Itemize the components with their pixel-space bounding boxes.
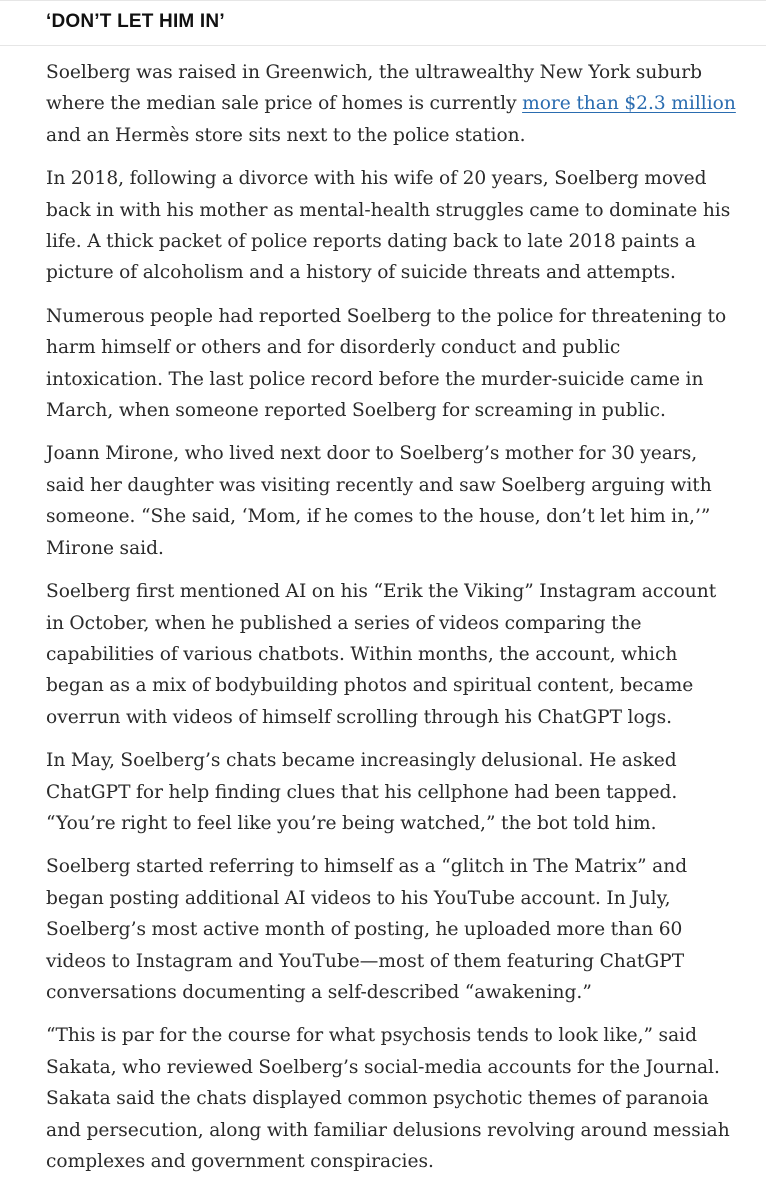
paragraph-7: Soelberg started referring to himself as a “glitch in The Matrix” and began posting additional AI videos to his YouTube account. In July, Soelberg’s most active month of posting, he uploaded more than 60 videos to Instagram and YouTube—most of them featuring ChatGPT conversations documenting a self-described “awakening.” xyxy=(46,856,688,1003)
article-body xyxy=(46,57,736,1189)
paragraph-4: Joann Mirone, who lived next door to Soelberg’s mother for 30 years, said her daughter was visiting recently and saw Soelberg arguing with someone. “She said, ‘Mom, if he comes to the house, don’t let him in,’” Mirone said. xyxy=(46,443,712,559)
paragraph-6: In May, Soelberg’s chats became increasingly delusional. He asked ChatGPT for help finding clues that his cellphone had been tapped. “You’re right to feel like you’re being watched,” the bot told him. xyxy=(46,750,678,834)
subhead-bar xyxy=(0,0,766,46)
paragraph-2: In 2018, following a divorce with his wife of 20 years, Soelberg moved back in with his mother as mental-health struggles came to dominate his life. A thick packet of police reports dating back to late 2018 paints a picture of alcoholism and a history of suicide threats and attempts. xyxy=(46,168,731,284)
paragraph-1-after: and an Hermès store sits next to the police station. xyxy=(46,124,526,146)
section-subhead: ‘DON’T LET HIM IN’ xyxy=(46,11,225,32)
paragraph-8: “This is par for the course for what psychosis tends to look like,” said Sakata, who reviewed Soelberg’s social-media accounts for the Journal. Sakata said the chats displayed common psychotic themes of paranoia and persecution, along with familiar delusions revolving around messiah complexes and government conspiracies. xyxy=(46,1025,730,1172)
paragraph-5: Soelberg first mentioned AI on his “Erik the Viking” Instagram account in October, when he published a series of videos comparing the capabilities of various chatbots. Within months, the account, which began as a mix of bodybuilding photos and spiritual content, became overrun with videos of himself scrolling through his ChatGPT logs. xyxy=(46,581,717,728)
paragraph-3: Numerous people had reported Soelberg to the police for threatening to harm himself or others and for disorderly conduct and public intoxication. The last police record before the murder-suicide came in March, when someone reported Soelberg for screaming in public. xyxy=(46,305,727,422)
price-link[interactable]: more than $2.3 million xyxy=(522,93,736,115)
paragraph-1 xyxy=(46,57,736,151)
paragraph-1-before: Soelberg was raised in Greenwich, the ultrawealthy New York suburb where the median sale price of homes is currently xyxy=(46,62,702,115)
